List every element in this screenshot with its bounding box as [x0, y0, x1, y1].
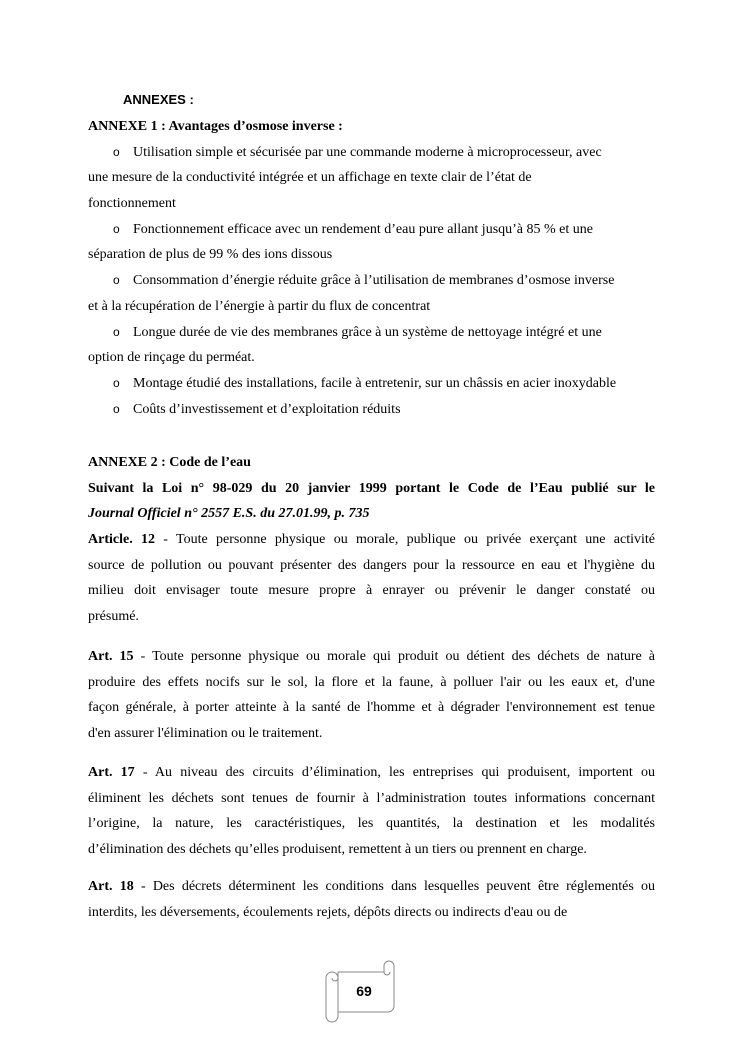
bullet-icon: o — [113, 401, 120, 416]
annexe-1-section — [88, 114, 655, 422]
list-item-text: Coûts d’investissement et d’exploitation réduits — [133, 401, 401, 417]
list-item-text: Montage étudié des installations, facile à entretenir, sur un châssis en acier inoxydable — [133, 375, 617, 391]
annexes-heading: ANNEXES : — [123, 92, 194, 107]
article-text: - Toute personne physique ou morale, publique ou privée exerçant une activité — [155, 532, 655, 548]
article-line — [88, 837, 655, 863]
article-label: Art. 18 — [88, 879, 134, 894]
article-18 — [88, 874, 655, 925]
list-item-text: Longue durée de vie des membranes grâce à un système de nettoyage intégré et une — [133, 324, 602, 340]
article-text: - Au niveau des circuits d’élimination, les entreprises qui produisent, importent ou — [134, 765, 655, 780]
article-label: Art. 17 — [88, 765, 135, 780]
article-15 — [88, 644, 655, 747]
list-item-line — [88, 191, 655, 217]
list-item-line — [88, 397, 655, 423]
article-text: façon générale, à porter atteinte à la santé de l'homme et à dégrader l'environnement est tenue — [88, 700, 655, 716]
list-item — [88, 268, 655, 319]
article-text: d'en assurer l'élimination ou le traitement. — [88, 726, 323, 742]
list-item-line — [88, 345, 655, 371]
bullet-icon: o — [113, 273, 120, 288]
bullet-icon: o — [113, 324, 120, 339]
article-line — [88, 578, 655, 604]
article-line — [88, 644, 655, 670]
list-item-text: Fonctionnement efficace avec un rendement d’eau pure allant jusqu’à 85 % et une — [133, 221, 593, 237]
list-item-text: option de rinçage du perméat. — [88, 350, 255, 366]
page-number: 69 — [356, 983, 372, 999]
list-item-text: Consommation d’énergie réduite grâce à l’utilisation de membranes d’osmose inverse — [133, 273, 615, 289]
article-line — [88, 604, 655, 630]
article-text: l’origine, la nature, les caractéristiques, les quantités, la destination et les modalités — [88, 816, 655, 832]
list-item-line — [88, 371, 655, 397]
article-line — [88, 527, 655, 553]
list-item-text: séparation de plus de 99 % des ions dissous — [88, 247, 333, 263]
list-item-line — [88, 268, 655, 294]
annexe-1-title: ANNEXE 1 : Avantages d’osmose inverse : — [88, 119, 343, 134]
article-text: éliminent les déchets sont tenues de fournir à l’administration toutes informations concernant — [88, 790, 655, 806]
list-item-text: une mesure de la conductivité intégrée et un affichage en texte clair de l’état de — [88, 170, 532, 186]
list-item — [88, 217, 655, 268]
article-text: milieu doit envisager toute mesure propre à enrayer ou prévenir le danger constaté ou — [88, 583, 655, 599]
list-item-line — [88, 165, 655, 191]
list-item — [88, 397, 655, 423]
article-text: d’élimination des déchets qu’elles produisent, remettent à un tiers ou prennent en charge. — [88, 842, 587, 858]
article-text: - Des décrets déterminent les conditions dans lesquelles peuvent être réglementés ou — [133, 879, 655, 894]
list-item-line — [88, 217, 655, 243]
article-line — [88, 874, 655, 900]
list-item-text: Utilisation simple et sécurisée par une commande moderne à microprocesseur, avec — [133, 144, 602, 160]
bullet-icon: o — [113, 221, 120, 236]
list-item-line — [88, 140, 655, 166]
article-line — [88, 760, 655, 786]
article-line — [88, 721, 655, 747]
article-line — [88, 695, 655, 721]
article-text: - Toute personne physique ou morale qui produit ou détient des déchets de nature à — [133, 649, 655, 664]
article-text: source de pollution ou pouvant présenter des dangers pour la ressource en eau et l'hygiène du — [88, 557, 655, 573]
list-item-line — [88, 242, 655, 268]
law-reference: Suivant la Loi n° 98-029 du 20 janvier 1999 portant le Code de l’Eau publié sur le — [88, 480, 655, 496]
list-item — [88, 320, 655, 371]
list-item-text: fonctionnement — [88, 196, 176, 212]
article-label: Art. 15 — [88, 649, 134, 664]
list-item-text: et à la récupération de l’énergie à partir du flux de concentrat — [88, 298, 431, 314]
list-item — [88, 140, 655, 217]
article-line — [88, 786, 655, 812]
annexe-2-title: ANNEXE 2 : Code de l’eau — [88, 455, 251, 470]
journal-reference: Journal Officiel n° 2557 E.S. du 27.01.99, p. 735 — [88, 506, 370, 522]
advantages-list — [88, 140, 655, 423]
article-text: interdits, les déversements, écoulements rejets, dépôts directs ou indirects d'eau ou de — [88, 904, 568, 920]
bullet-icon: o — [113, 375, 120, 390]
article-text: produire des effets nocifs sur le sol, la flore et la faune, à polluer l'air ou les eaux et, d'une — [88, 674, 655, 690]
article-label: Article. 12 — [88, 532, 155, 548]
article-line — [88, 553, 655, 579]
bullet-icon: o — [113, 144, 120, 159]
annexe-2-section — [88, 450, 655, 630]
article-17 — [88, 760, 655, 863]
list-item-line — [88, 320, 655, 346]
article-line — [88, 670, 655, 696]
article-12 — [88, 527, 655, 630]
article-text: présumé. — [88, 609, 139, 625]
article-line — [88, 811, 655, 837]
list-item — [88, 371, 655, 397]
article-line — [88, 900, 655, 926]
list-item-line — [88, 294, 655, 320]
